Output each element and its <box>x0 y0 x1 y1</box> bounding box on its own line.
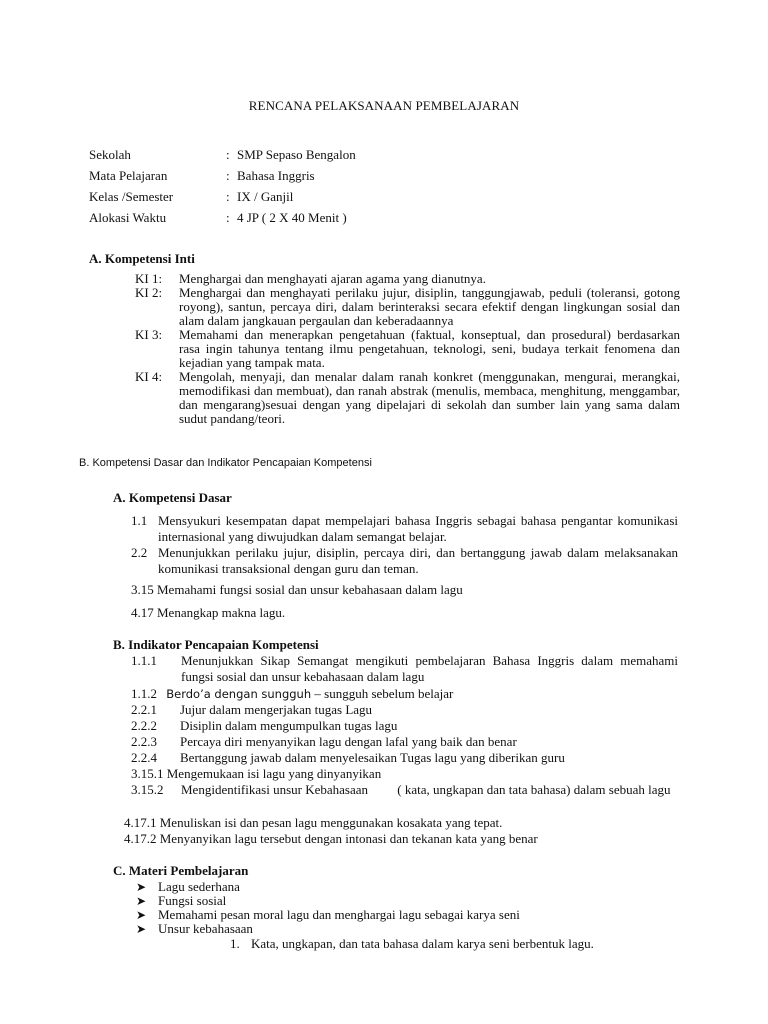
indikator-number: 3.15.1 <box>131 766 164 781</box>
materi-bullet <box>136 894 226 908</box>
indikator-text-part: Berdo’a dengan sungguh <box>166 687 312 701</box>
indikator-text: Mengidentifikasi unsur Kebahasaan ( kata, ungkapan dan tata bahasa) dalam sebuah lagu <box>181 782 671 797</box>
info-colon: : <box>226 168 230 183</box>
indikator-text-part: – sungguh sebelum belajar <box>311 686 454 701</box>
kd-number: 3.15 <box>131 582 154 597</box>
indikator-text: Mengemukaan isi lagu yang dinyanyikan <box>166 766 382 781</box>
indikator-number: 2.2.3 <box>131 734 157 749</box>
ki-item <box>135 370 680 426</box>
kd-item <box>131 513 678 545</box>
info-label: Mata Pelajaran <box>89 168 168 183</box>
ki-item <box>135 272 680 286</box>
indikator-item <box>124 831 538 847</box>
materi-bullet <box>136 922 253 936</box>
indikator-item <box>131 718 398 734</box>
arrow-bullet-icon: ➤ <box>136 880 147 894</box>
indikator-number: 2.2.2 <box>131 718 157 733</box>
ki-text: Menghargai dan menghayati ajaran agama yang dianutnya. <box>179 271 486 286</box>
indikator-item <box>131 734 517 750</box>
ki-code: KI 3: <box>135 327 163 342</box>
materi-bullet <box>136 880 240 894</box>
materi-bullet-text: Fungsi sosial <box>158 893 227 908</box>
materi-bullet-text: Memahami pesan moral lagu dan menghargai lagu sebagai karya seni <box>158 907 520 922</box>
indikator-item <box>131 686 453 702</box>
document-title: RENCANA PELAKSANAAN PEMBELAJARAN <box>248 98 520 113</box>
kd-text: Memahami fungsi sosial dan unsur kebahasaan dalam lagu <box>157 582 463 597</box>
indikator-number: 4.17.2 <box>124 831 157 846</box>
section-heading-kd-indikator: B. Kompetensi Dasar dan Indikator Pencapaian Kompetensi <box>79 457 372 469</box>
ki-code: KI 4: <box>135 369 163 384</box>
indikator-item <box>131 702 373 718</box>
ki-item <box>135 286 680 328</box>
materi-number: 1. <box>230 936 240 951</box>
info-value: 4 JP ( 2 X 40 Menit ) <box>237 210 347 225</box>
indikator-number: 4.17.1 <box>124 815 157 830</box>
ki-code: KI 1: <box>135 271 163 286</box>
arrow-bullet-icon: ➤ <box>136 922 147 936</box>
materi-numbered-text: Kata, ungkapan, dan tata bahasa dalam karya seni berbentuk lagu. <box>251 936 594 951</box>
info-colon: : <box>226 147 230 162</box>
indikator-item <box>131 766 381 782</box>
materi-numbered-item <box>230 936 594 952</box>
arrow-bullet-icon: ➤ <box>136 894 147 908</box>
ki-text: Mengolah, menyaji, dan menalar dalam ranah konkret (menggunakan, mengurai, merangkai, memodifikasi dan membuat), dan ranah abstrak (menulis, membaca, menghitung, menggambar, dan mengarang)sesuai dengan yang dipelajari di sekolah dan sumber lain yang sama dalam sudut pandang/teori. <box>179 369 680 426</box>
indikator-item <box>131 750 565 766</box>
indikator-text: Menuliskan isi dan pesan lagu menggunakan kosakata yang tepat. <box>159 815 503 830</box>
kd-number: 1.1 <box>131 513 148 528</box>
indikator-item <box>131 782 678 798</box>
info-colon: : <box>226 210 230 225</box>
indikator-number: 1.1.2 <box>131 686 157 701</box>
kd-item <box>131 605 285 621</box>
info-value: Bahasa Inggris <box>237 168 315 183</box>
materi-bullet-text: Lagu sederhana <box>158 879 240 894</box>
indikator-text: Menunjukkan Sikap Semangat mengikuti pembelajaran Bahasa Inggris dalam memahami fungsi sosial dan unsur kebahasaan dalam lagu <box>181 653 678 684</box>
indikator-text: Jujur dalam mengerjakan tugas Lagu <box>180 702 373 717</box>
kd-number: 4.17 <box>131 605 154 620</box>
indikator-item <box>131 653 678 685</box>
info-label: Alokasi Waktu <box>89 210 167 225</box>
indikator-number: 2.2.4 <box>131 750 157 765</box>
info-colon: : <box>226 189 230 204</box>
info-label: Kelas /Semester <box>89 189 174 204</box>
ki-code: KI 2: <box>135 285 163 300</box>
indikator-text: Disiplin dalam mengumpulkan tugas lagu <box>180 718 398 733</box>
info-value: IX / Ganjil <box>237 189 294 204</box>
ki-item <box>135 328 680 370</box>
kd-text: Menangkap makna lagu. <box>157 605 286 620</box>
kd-text: Menunjukkan perilaku jujur, disiplin, percaya diri, dan bertanggung jawab dalam melaksanakan komunikasi transaksional dengan guru dan teman. <box>158 545 678 576</box>
section-heading-kompetensi-inti: A. Kompetensi Inti <box>89 251 195 266</box>
indikator-number: 1.1.1 <box>131 653 157 668</box>
kd-number: 2.2 <box>131 545 148 560</box>
materi-bullet-text: Unsur kebahasaan <box>158 921 253 936</box>
indikator-number: 3.15.2 <box>131 782 164 797</box>
ki-text: Menghargai dan menghayati perilaku jujur, disiplin, tanggungjawab, peduli (toleransi, gotong royong), santun, percaya diri, dalam berinteraksi secara efektif dengan lingkungan sosial dan alam dalam jangkauan pergaulan dan keberadaannya <box>179 285 680 328</box>
ki-text: Memahami dan menerapkan pengetahuan (faktual, konseptual, dan prosedural) berdasarkan rasa ingin tahunya tentang ilmu pengetahuan, teknologi, seni, budaya terkait fenomena dan kejadian yang tampak mata. <box>179 327 680 370</box>
indikator-text: Percaya diri menyanyikan lagu dengan lafal yang baik dan benar <box>180 734 517 749</box>
indikator-number: 2.2.1 <box>131 702 157 717</box>
indikator-text: Menyanyikan lagu tersebut dengan intonasi dan tekanan kata yang benar <box>159 831 538 846</box>
subheading-materi: C. Materi Pembelajaran <box>113 863 249 878</box>
subheading-kompetensi-dasar: A. Kompetensi Dasar <box>113 490 232 505</box>
kd-text: Mensyukuri kesempatan dapat mempelajari bahasa Inggris sebagai bahasa pengantar komunikasi internasional yang diwujudkan dalam semangat belajar. <box>158 513 678 544</box>
materi-bullet <box>136 908 520 922</box>
info-label: Sekolah <box>89 147 131 162</box>
arrow-bullet-icon: ➤ <box>136 908 147 922</box>
ki-list <box>135 272 680 426</box>
kd-item <box>131 582 463 598</box>
indikator-item <box>124 815 502 831</box>
info-value: SMP Sepaso Bengalon <box>237 147 356 162</box>
kd-item <box>131 545 678 577</box>
indikator-text: Bertanggung jawab dalam menyelesaikan Tugas lagu yang diberikan guru <box>180 750 565 765</box>
subheading-indikator: B. Indikator Pencapaian Kompetensi <box>113 637 319 652</box>
